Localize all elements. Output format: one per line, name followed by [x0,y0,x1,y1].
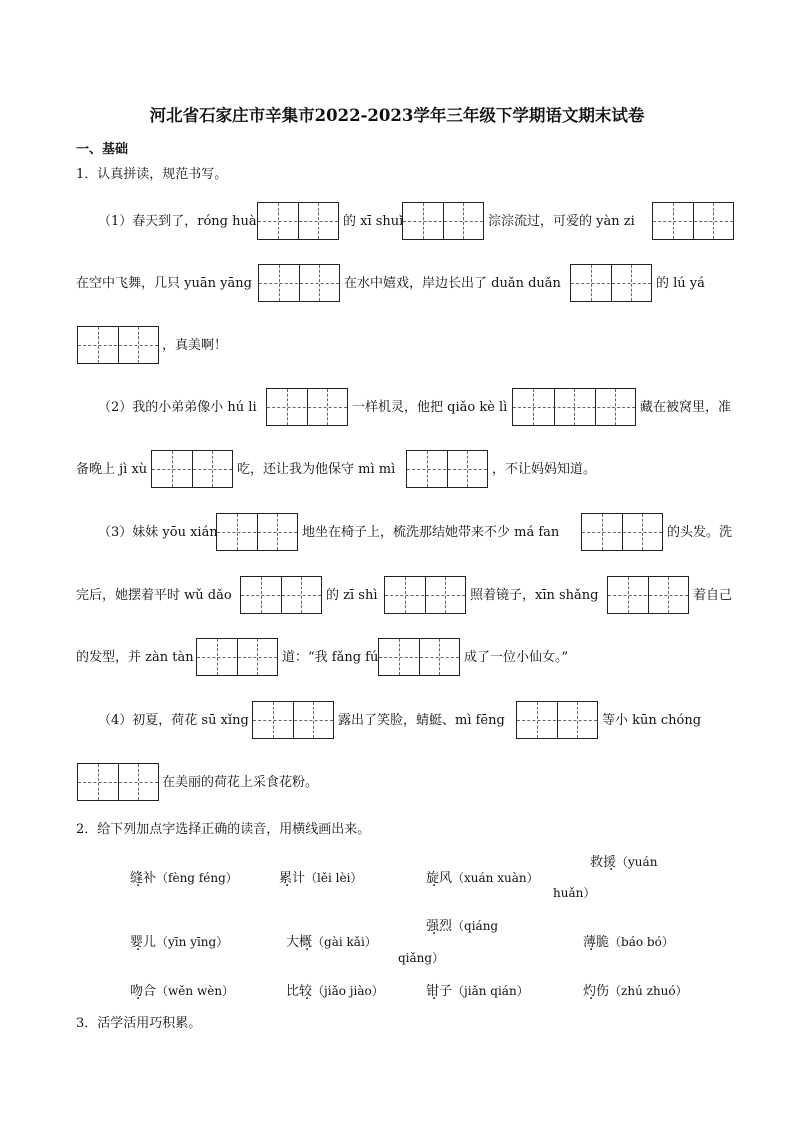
writing-box[interactable] [378,638,460,676]
pinyin-item[interactable]: 钳子（jiǎn qián） [426,984,529,999]
writing-box[interactable] [252,701,334,739]
q1-p2-text-d: 备晚上 jì xù [76,462,148,477]
writing-box[interactable] [652,202,734,240]
writing-box[interactable] [607,576,689,614]
writing-box[interactable] [257,202,339,240]
q1-p2-text-c: 藏在被窝里，准 [640,400,732,415]
section-heading: 一、基础 [76,142,129,157]
writing-box[interactable] [216,513,298,551]
writing-box[interactable] [406,450,488,488]
q1-p1-text-g: ，真美啊！ [162,338,228,353]
writing-box[interactable] [196,638,278,676]
q1-p1-text-b: 的 xī shuǐ [343,214,404,229]
q1-p4-text-b: 露出了笑脸，蜻蜓、mì fēng [338,713,505,728]
writing-box-wide[interactable] [512,388,636,426]
pinyin-item[interactable]: 累计（lěi lèi） [279,871,363,886]
question-1-label: 1．认真拼读，规范书写。 [76,167,228,182]
q1-p3-text-c: 的头发。洗 [667,525,733,540]
pinyin-item[interactable]: 吻合（wěn wèn） [130,984,235,999]
q1-p1-text-a: （1）春天到了，róng huà [98,214,257,229]
q1-p3-text-h: 的发型，并 zàn tàn [76,650,194,665]
q1-p1-text-f: 的 lú yá [656,276,705,291]
question-3-label: 3．活学活用巧积累。 [76,1016,202,1031]
q1-p4-text-a: （4）初夏，荷花 sū xǐng [98,713,249,728]
pinyin-item[interactable]: 灼伤（zhú zhuó） [583,984,688,999]
writing-box[interactable] [570,264,652,302]
q1-p3-text-j: 成了一位小仙女。” [464,650,569,665]
page-title: 河北省石家庄市辛集市2022-2023学年三年级下学期语文期末试卷 [149,106,645,125]
q1-p3-text-g: 着自己 [693,588,733,603]
pinyin-item[interactable]: 缝补（fèng féng） [130,871,238,886]
pinyin-item[interactable]: 救援（yuán [590,855,658,870]
writing-box[interactable] [151,450,233,488]
q1-p2-text-f: ，不让妈妈知道。 [492,462,597,477]
writing-box[interactable] [77,763,159,801]
q1-p4-text-d: 在美丽的荷花上采食花粉。 [162,775,319,790]
pinyin-item[interactable]: 薄脆（báo bó） [583,935,674,950]
pinyin-wrap: huǎn） [553,886,596,900]
writing-box[interactable] [266,388,348,426]
question-2-label: 2．给下列加点字选择正确的读音，用横线画出来。 [76,822,371,837]
writing-box[interactable] [258,264,340,302]
q1-p1-text-c: 淙淙流过，可爱的 yàn zi [488,214,635,229]
q1-p2-text-e: 吃，还让我为他保守 mì mì [237,462,396,477]
q1-p3-text-b: 地坐在椅子上，梳洗那结她带来不少 má fan [302,525,560,540]
q1-p1-text-d: 在空中飞舞，几只 yuān yāng [76,276,252,291]
q1-p2-text-b: 一样机灵，他把 qiǎo kè lì [352,400,508,415]
q1-p3-text-d: 完后，她摆着平时 wǔ dǎo [76,588,232,603]
pinyin-item[interactable]: 大概（gài kǎi） [286,935,377,950]
pinyin-item[interactable]: 婴儿（yīn yīng） [130,935,229,950]
q1-p1-text-e: 在水中嬉戏，岸边长出了 duǎn duǎn [344,276,561,291]
q1-p2-text-a: （2）我的小弟弟像小 hú li [98,400,257,415]
pinyin-item[interactable]: 比较（jiǎo jiào） [286,984,384,999]
q1-p3-text-e: 的 zī shì [326,588,378,603]
writing-box[interactable] [581,513,663,551]
q1-p3-text-i: 道：“我 fǎng fú [282,650,379,665]
writing-box[interactable] [384,576,466,614]
pinyin-wrap: qiǎng） [398,951,445,965]
pinyin-item[interactable]: 强烈（qiáng [426,919,499,934]
writing-box[interactable] [402,202,484,240]
q1-p4-text-c: 等小 kūn chóng [602,713,702,728]
pinyin-item[interactable]: 旋风（xuán xuàn） [426,871,539,886]
q1-p3-text-a: （3）妹妹 yōu xián [98,525,218,540]
writing-box[interactable] [516,701,598,739]
writing-box[interactable] [77,326,159,364]
q1-p3-text-f: 照着镜子，xīn shǎng [470,588,599,603]
writing-box[interactable] [240,576,322,614]
